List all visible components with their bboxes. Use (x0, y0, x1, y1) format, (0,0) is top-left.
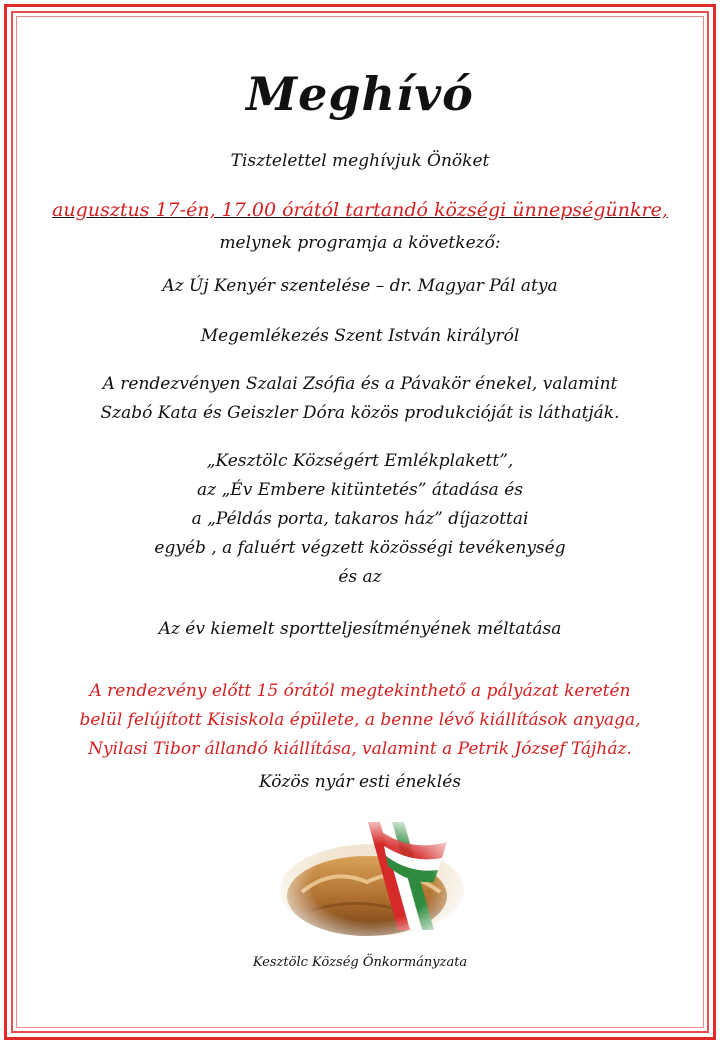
awards-line: és az (338, 567, 382, 587)
pre-event-line: belül felújított Kisiskola épülete, a benne lévő kiállítások anyaga, (79, 710, 641, 730)
program-intro-text: melynek programja a következő: (219, 233, 501, 253)
awards-line: az „Év Embere kitüntetés” átadása és (196, 480, 524, 500)
pre-event-line: A rendezvény előtt 15 órától megtekinthető a pályázat keretén (89, 681, 631, 701)
pre-event-line: Nyilasi Tibor állandó kiállítása, valamint a Petrik József Tájház. (88, 739, 632, 759)
sport-recognition-text: Az év kiemelt sportteljesítményének méltatása (158, 619, 562, 639)
signature-text: Kesztölc Község Önkormányzata (252, 955, 468, 970)
greeting-text: Tisztelettel meghívjuk Önöket (230, 151, 490, 171)
awards-line: „Kesztölc Községért Emlékplakett”, (206, 451, 514, 471)
awards-line: egyéb , a faluért végzett közösségi tevékenység (154, 538, 566, 558)
evening-singing-text: Közös nyár esti éneklés (258, 772, 462, 792)
event-date-text: augusztus 17-én, 17.00 órától tartandó községi ünnepségünkre, (52, 199, 668, 221)
program-item-commemoration: Megemlékezés Szent István királyról (200, 326, 520, 346)
page-title: Meghívó (246, 67, 474, 121)
program-item-bread-blessing: Az Új Kenyér szentelése – dr. Magyar Pál atya (162, 276, 558, 296)
bread-with-tricolor-ribbon-icon (272, 812, 472, 940)
performers-line: A rendezvényen Szalai Zsófia és a Pávakör énekel, valamint (102, 374, 618, 394)
performers-line: Szabó Kata és Geiszler Dóra közös produkcióját is láthatják. (100, 403, 620, 423)
awards-line: a „Példás porta, takaros ház” díjazottai (191, 509, 529, 529)
